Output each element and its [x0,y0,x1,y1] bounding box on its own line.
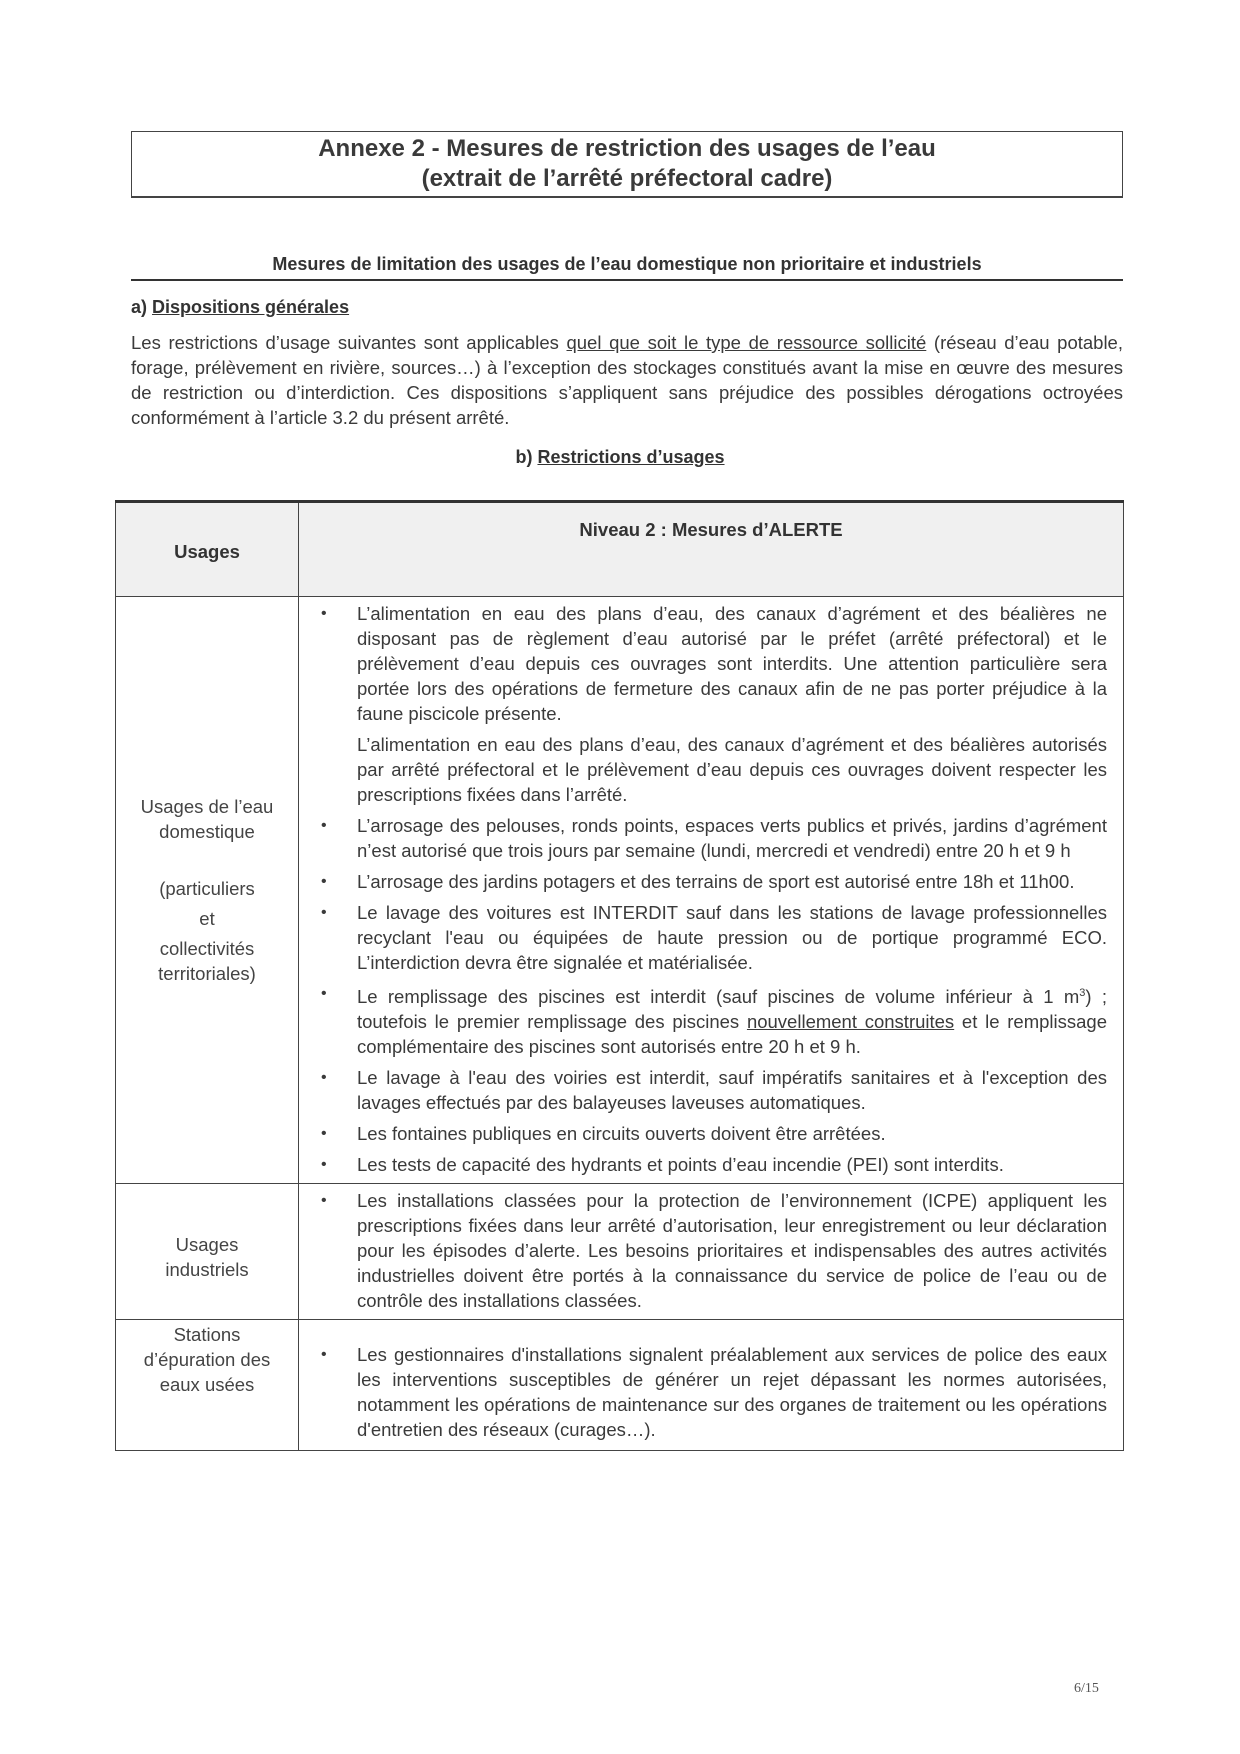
subsection-a-prefix: a) [131,297,153,317]
table-row [116,597,1124,1184]
measure-text: Les fontaines publiques en circuits ouverts doivent être arrêtées. [357,1123,886,1145]
subsection-a-label: Dispositions générales [152,297,350,317]
section-heading: Mesures de limitation des usages de l’eau domestique non prioritaire et industriels [131,254,1123,281]
measures-cell-wastewater [299,1320,1124,1451]
page-number: 6/15 [1074,1681,1099,1696]
measure-item [317,1121,1107,1146]
measure-item [317,900,1107,975]
usage-line: d’épuration des [143,1349,271,1371]
measure-item [317,869,1107,894]
usage-line: eaux usées [159,1374,255,1396]
subsection-b-label: Restrictions d’usages [537,447,725,467]
measure-text: L’arrosage des pelouses, ronds points, espaces verts publics et privés, jardins d’agrément n’est autorisé que trois jours par semaine (lundi, mercredi et vendredi) entre 20 h et 9 h [357,815,1107,861]
measure-text: Le lavage des voitures est INTERDIT sauf dans les stations de lavage professionnelles recyclant l'eau ou équipées de haute pression ou de portique programmé ECO. L’interdiction devra être signalée et matérialisée. [357,902,1107,973]
usage-cell-wastewater [116,1320,299,1451]
usage-line: industriels [165,1259,249,1281]
subsection-a-heading [131,297,349,318]
measure-item [317,813,1107,863]
measures-cell-domestic [299,597,1124,1184]
table-row [116,1184,1124,1320]
usage-line: domestique [159,821,255,843]
restrictions-table [115,500,1124,1451]
bullet-icon: • [321,985,327,1002]
measure-item [317,601,1107,807]
measure-text: L’alimentation en eau des plans d’eau, des canaux d’agrément et des béalières ne disposant pas de règlement d’eau autorisé par le préfet (arrêté préfectoral) et le prélèvement d’eau depuis ces ouvrages sont interdits. Une attention particulière sera portée lors des opérations de fermeture des canaux afin de ne pas porter préjudice à la faune piscicole présente. [357,603,1107,724]
measure-text: L’alimentation en eau des plans d’eau, des canaux d’agrément et des béalières autorisés par arrêté préfectoral et le prélèvement d’eau depuis ces ouvrages doivent respecter les prescriptions fixées dans l’arrêté. [357,734,1107,805]
intro-underlined-text: quel que soit le type de ressource sollicité [566,332,927,353]
bullet-icon: • [321,1069,327,1087]
measure-item [317,1342,1107,1442]
header-usages: Usages [116,502,299,597]
usage-line: Stations [173,1324,241,1346]
header-alert-level: Niveau 2 : Mesures d’ALERTE [299,502,1124,597]
measure-text: Le remplissage des piscines est interdit (sauf piscines de volume inférieur à 1 m [357,986,1080,1008]
bullet-icon: • [321,873,327,890]
general-provisions-paragraph [131,330,1123,430]
subsection-b-heading [0,447,1240,468]
superscript: 3 [1079,987,1086,999]
usage-line: collectivités [159,938,255,960]
measure-text: L’arrosage des jardins potagers et des terrains de sport est autorisé entre 18h et 11h00. [357,871,1075,892]
usage-line: Usages de l’eau [140,796,274,818]
table-header-row [116,502,1124,597]
annex-title-line2: (extrait de l’arrêté préfectoral cadre) [421,165,833,192]
measure-text: Les tests de capacité des hydrants et points d’eau incendie (PEI) sont interdits. [357,1154,1004,1176]
bullet-icon: • [321,1346,327,1364]
usage-cell-industrial [116,1184,299,1320]
bullet-icon: • [321,817,327,834]
measure-item [317,1065,1107,1115]
bullet-icon: • [321,904,327,921]
usage-line: Usages [175,1234,239,1256]
bullet-icon: • [321,1125,327,1143]
annex-title-line1: Annexe 2 - Mesures de restriction des usages de l’eau [318,135,936,162]
usage-cell-domestic [116,597,299,1184]
measure-text: Les installations classées pour la protection de l’environnement (ICPE) appliquent les prescriptions fixées dans leur arrêté d’autorisation, leur enregistrement ou leur déclaration pour les épisodes d’alerte. Les besoins prioritaires et indispensables des autres activités industrielles doivent être portés à la connaissance du service de police de l’eau ou de contrôle des installations classées. [357,1190,1107,1312]
usage-line: (particuliers [159,878,255,900]
subsection-b-prefix: b) [515,447,538,467]
measure-item [317,1188,1107,1313]
usage-line: territoriales) [158,963,256,985]
bullet-icon: • [321,605,327,622]
measure-item [317,981,1107,1059]
intro-text-2: (réseau d’eau potable, forage, prélèvement en rivière, sources…) à l’exception des stockages constitués avant la mise en œuvre des mesures de restriction ou d’interdiction. Ces dispositions s’appliquent sans préjudice des possibles dérogations octroyées conformément à l’article 3.2 du présent arrêté. [131,332,1123,428]
bullet-icon: • [321,1156,327,1174]
measure-underlined-text: nouvellement construites [746,1011,955,1033]
measure-text: Le lavage à l'eau des voiries est interdit, sauf impératifs sanitaires et à l'exception des lavages effectués par des balayeuses laveuses automatiques. [357,1067,1107,1114]
annex-title-box [131,131,1123,198]
measure-item [317,1152,1107,1177]
measures-cell-industrial [299,1184,1124,1320]
bullet-icon: • [321,1192,327,1210]
measure-text: ) ; toutefois le premier remplissage des piscines [357,986,1107,1033]
measure-text: Les gestionnaires d'installations signalent préalablement aux services de police des eaux les interventions susceptibles de générer un rejet dépassant les normes autorisées, notamment les opérations de maintenance sur des organes de traitement ou les opérations d'entretien des réseaux (curages…). [357,1344,1107,1441]
intro-text-1: Les restrictions d’usage suivantes sont applicables [131,332,567,353]
table-row [116,1320,1124,1451]
measure-text: et le remplissage complémentaire des piscines sont autorisés entre 20 h et 9 h. [357,1011,1107,1058]
usage-line: et [199,908,215,930]
